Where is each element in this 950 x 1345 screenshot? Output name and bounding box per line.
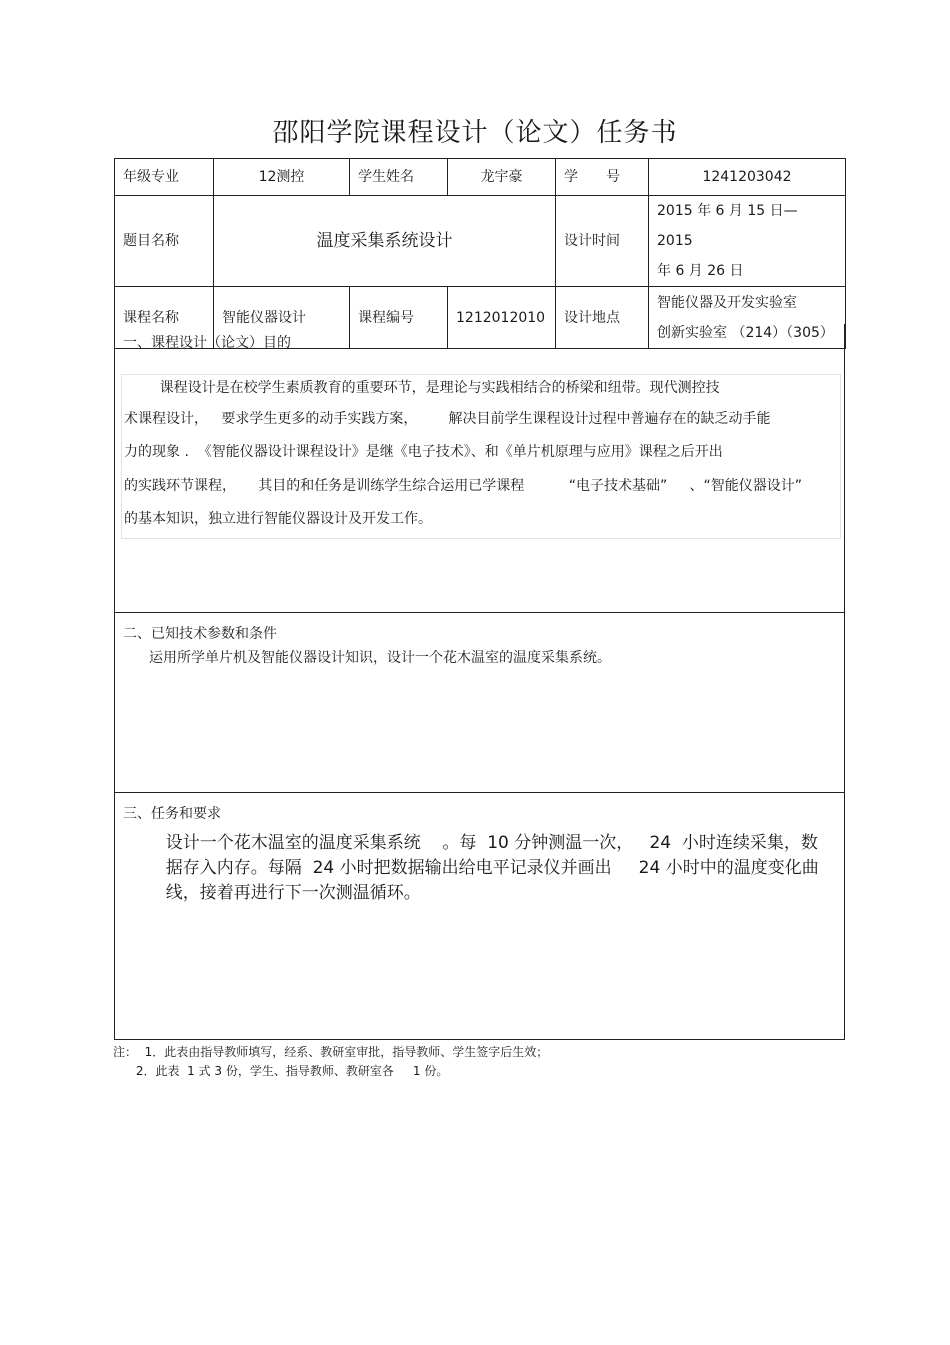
- purpose-line: 的基本知识，独立进行智能仪器设计及开发工作。: [124, 511, 432, 527]
- section-conditions-body: 运用所学单片机及智能仪器设计知识，设计一个花木温室的温度采集系统。: [149, 650, 611, 666]
- section-tasks-heading: 三、任务和要求: [123, 806, 221, 822]
- info-table: [114, 158, 846, 349]
- tasks-line: 设计一个花木温室的温度采集系统 。每 10 分钟测温一次， 24 小时连续采集，数: [155, 833, 818, 853]
- note-line-2: 2．此表 1 式 3 份，学生、指导教师、教研室各 1 份。: [113, 1064, 449, 1078]
- course-name-label: 课程名称: [115, 287, 214, 349]
- design-time-line-2: 年 6 月 26 日: [657, 263, 744, 279]
- section-conditions: [114, 612, 845, 793]
- course-name-value: 智能仪器设计: [214, 287, 350, 349]
- student-id-value: 1241203042: [649, 159, 846, 196]
- student-name-value: 龙宇豪: [448, 159, 556, 196]
- section-purpose: [114, 324, 845, 613]
- table-row: [115, 196, 846, 287]
- topic-value: 温度采集系统设计: [214, 196, 556, 287]
- purpose-line: 课程设计是在校学生素质教育的重要环节，是理论与实践相结合的桥梁和纽带。现代测控技: [124, 380, 720, 396]
- course-code-label: 课程编号: [350, 287, 448, 349]
- design-time-line-1: 2015 年 6 月 15 日— 2015: [657, 203, 798, 249]
- student-name-label: 学生姓名: [350, 159, 448, 196]
- document-title: 邵阳学院课程设计（论文）任务书: [272, 118, 678, 148]
- design-time-label: 设计时间: [556, 196, 649, 287]
- purpose-text-box: [121, 374, 841, 539]
- note-line-1: 注： 1．此表由指导教师填写，经系、教研室审批，指导教师、学生签字后生效；: [113, 1045, 549, 1059]
- purpose-line: 力的现象 . 《智能仪器设计课程设计》是继《电子技术》、和《单片机原理与应用》课程之后开出: [124, 444, 723, 460]
- table-row: [115, 159, 846, 196]
- course-code-value: 1212012010: [448, 287, 556, 349]
- design-place-line-1: 智能仪器及开发实验室: [657, 294, 797, 311]
- student-id-label: 学 号: [556, 159, 649, 196]
- section-conditions-heading: 二、已知技术参数和条件: [123, 626, 277, 642]
- purpose-line: 的实践环节课程， 其目的和任务是训练学生综合运用已学课程 “电子技术基础” 、“智能仪器设计”: [124, 478, 803, 494]
- section-purpose-heading: 一、课程设计（论文）目的: [123, 335, 291, 351]
- grade-value: 12测控: [214, 159, 350, 196]
- purpose-line: 术课程设计， 要求学生更多的动手实践方案， 解决目前学生课程设计过程中普遍存在的缺乏动手能: [124, 411, 771, 427]
- topic-label: 题目名称: [115, 196, 214, 287]
- design-place-label: 设计地点: [556, 287, 649, 349]
- section-tasks: [114, 792, 845, 1040]
- design-time-value: [649, 196, 846, 287]
- design-place-line-2: 创新实验室 （214）（305）: [657, 324, 834, 341]
- tasks-line: 线，接着再进行下一次测温循环。: [155, 883, 421, 903]
- tasks-line: 据存入内存。每隔 24 小时把数据输出给电平记录仪并画出 24 小时中的温度变化曲: [155, 858, 819, 878]
- grade-label: 年级专业: [115, 159, 214, 196]
